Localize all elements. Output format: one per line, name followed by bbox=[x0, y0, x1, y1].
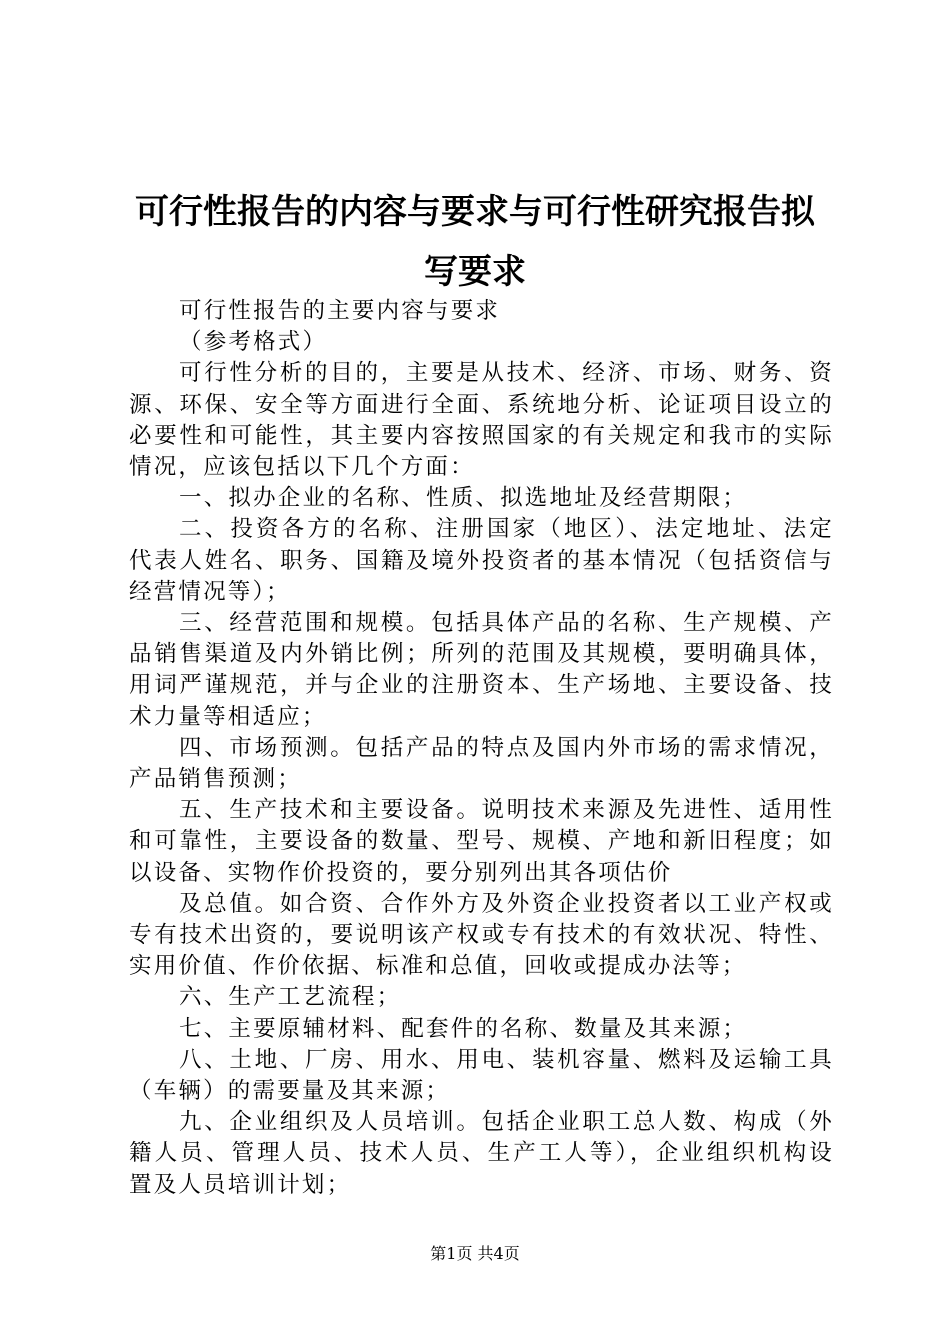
paragraph-item-5: 五、生产技术和主要设备。说明技术来源及先进性、适用性和可靠性，主要设备的数量、型号、规模、产地和新旧程度；如以设备、实物作价投资的，要分别列出其各项估价 bbox=[129, 797, 834, 886]
paragraph-item-4: 四、市场预测。包括产品的特点及国内外市场的需求情况，产品销售预测； bbox=[129, 734, 834, 793]
paragraph-item-7: 七、主要原辅材料、配套件的名称、数量及其来源； bbox=[179, 1015, 748, 1042]
paragraph-item-5-continued: 及总值。如合资、合作外方及外资企业投资者以工业产权或专有技术出资的，要说明该产权或专有技术的有效状况、特性、实用价值、作价依据、标准和总值，回收或提成办法等； bbox=[129, 890, 834, 980]
paragraph-item-8: 八、土地、厂房、用水、用电、装机容量、燃料及运输工具（车辆）的需要量及其来源； bbox=[129, 1046, 834, 1105]
document-title: 可行性报告的内容与要求与可行性研究报告拟写要求 bbox=[135, 192, 815, 292]
document-body bbox=[129, 296, 834, 1201]
paragraph-item-1: 一、拟办企业的名称、性质、拟选地址及经营期限； bbox=[179, 485, 748, 512]
paragraph-item-2: 二、投资各方的名称、注册国家（地区）、法定地址、法定代表人姓名、职务、国籍及境外投资者的基本情况（包括资信与经营情况等）； bbox=[129, 516, 834, 605]
paragraph-subtitle: 可行性报告的主要内容与要求 bbox=[179, 298, 501, 324]
paragraph-item-6: 六、生产工艺流程； bbox=[179, 984, 402, 1011]
paragraph-intro: 可行性分析的目的，主要是从技术、经济、市场、财务、资源、环保、安全等方面进行全面、系统地分析、论证项目设立的必要性和可能性，其主要内容按照国家的有关规定和我市的实际情况，应该包括以下几个方面： bbox=[129, 360, 834, 481]
paragraph-item-9: 九、企业组织及人员培训。包括企业职工总人数、构成（外籍人员、管理人员、技术人员、生产工人等），企业组织机构设置及人员培训计划； bbox=[129, 1109, 834, 1198]
paragraph-item-3: 三、经营范围和规模。包括具体产品的名称、生产规模、产品销售渠道及内外销比例；所列的范围及其规模，要明确具体，用词严谨规范，并与企业的注册资本、生产场地、主要设备、技术力量等相适应； bbox=[129, 610, 834, 730]
page-footer: 第1页 共4页 bbox=[430, 1244, 520, 1263]
paragraph-format-note: （参考格式） bbox=[179, 329, 328, 356]
